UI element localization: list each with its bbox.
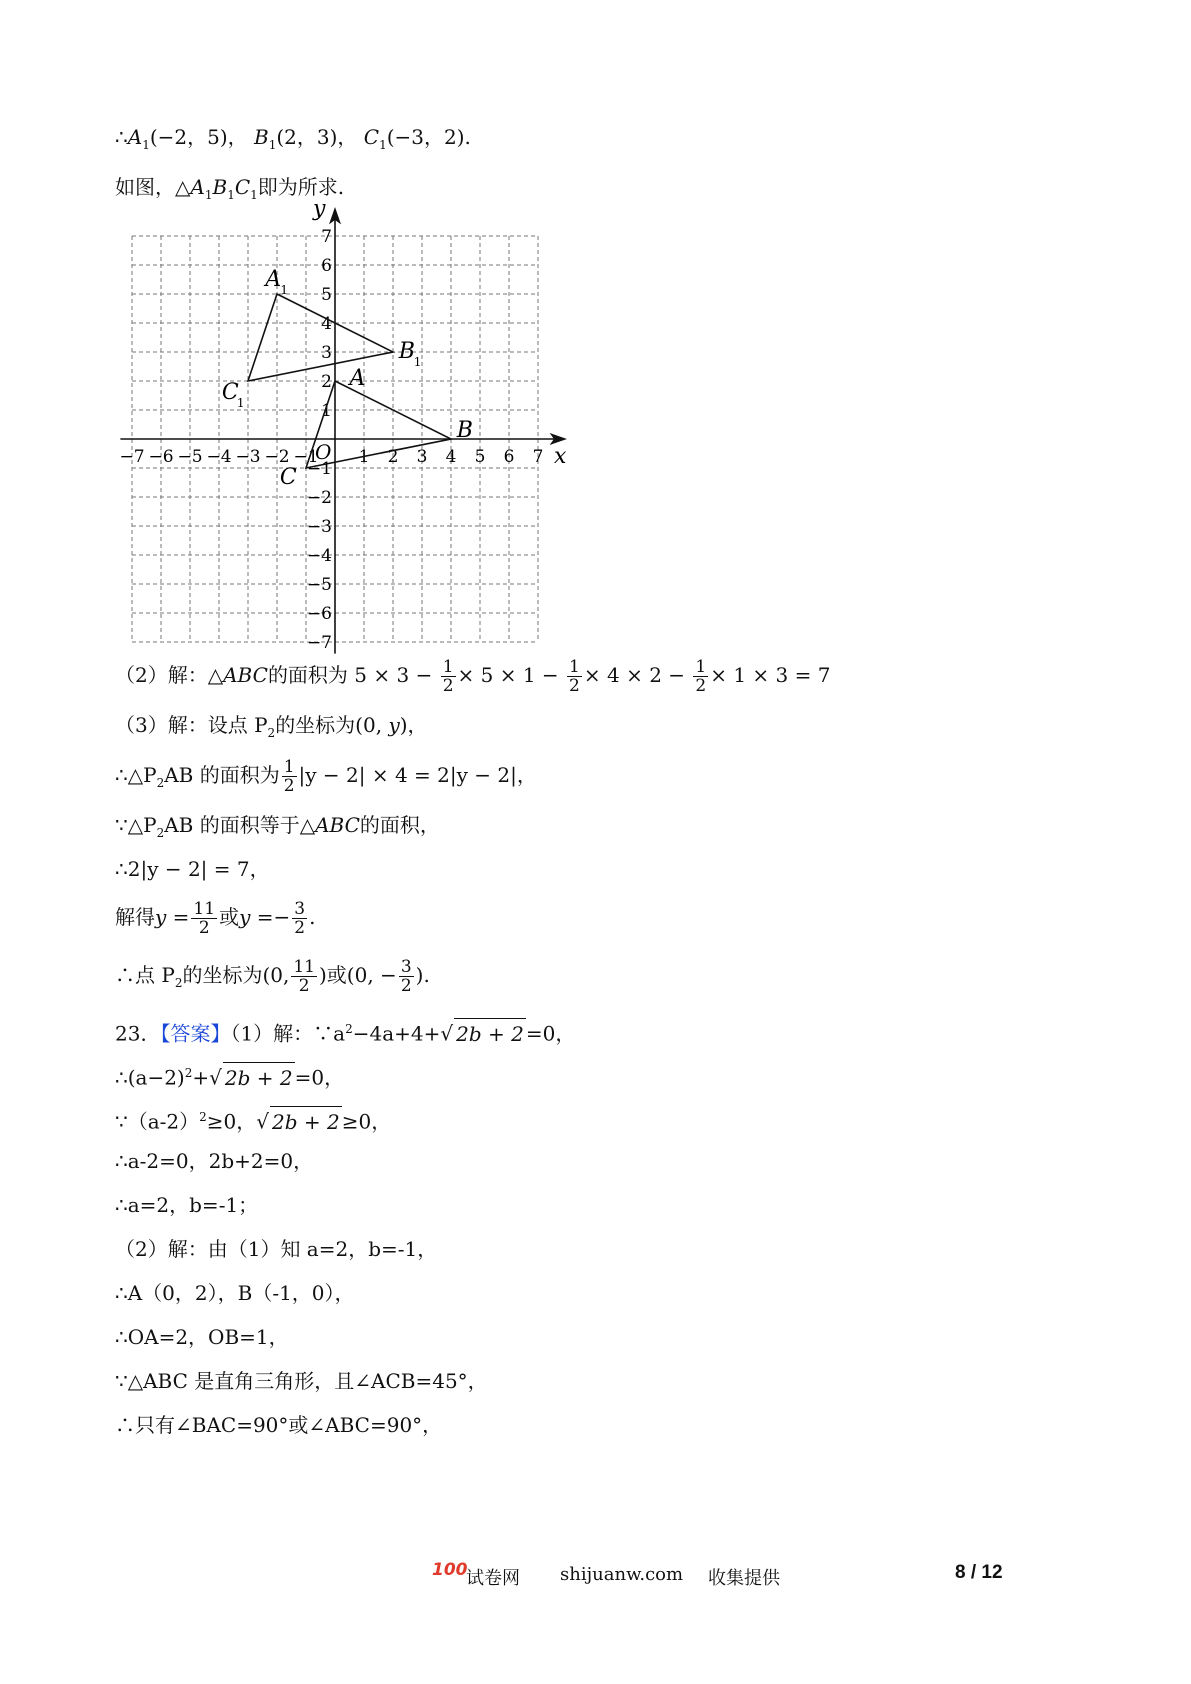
text: 的面积为 5 × 3 − <box>267 663 433 687</box>
label-a1-subscript: 1 <box>280 283 289 297</box>
y-tick-label: −5 <box>306 575 332 595</box>
fraction-three-halves <box>292 900 307 937</box>
text: 如图，△ <box>115 175 191 199</box>
line-p2-coords <box>115 958 430 998</box>
x-tick-label: 1 <box>358 447 370 467</box>
expression: y = <box>155 905 190 929</box>
text: )， <box>399 713 428 737</box>
origin-label: O <box>315 440 332 464</box>
superscript: 2 <box>345 1022 353 1036</box>
text: AB 的面积为 <box>164 763 280 787</box>
text: ∴2|y − 2| = 7， <box>115 857 270 881</box>
x-tick-label: 6 <box>503 447 515 467</box>
point-b1: B <box>212 175 228 199</box>
text: ∴a=2，b=-1； <box>115 1193 259 1217</box>
line-area-equal <box>115 810 440 848</box>
line-16 <box>115 1278 355 1308</box>
text: ∵△P <box>115 813 157 837</box>
fraction-half <box>441 658 456 695</box>
site-url[interactable]: shijuanw.com <box>560 1564 684 1585</box>
text: （2）解：△ <box>115 663 224 687</box>
text: ∴OA=2，OB=1， <box>115 1325 289 1349</box>
fraction-eleven-halves <box>291 958 317 995</box>
text: +√ <box>192 1065 222 1090</box>
text: ∴点 P <box>115 963 175 987</box>
y-tick-label: −2 <box>306 488 332 508</box>
x-tick-label: −1 <box>293 447 319 467</box>
fraction-half <box>693 658 708 695</box>
x-tick-label: −5 <box>177 447 203 467</box>
superscript: 2 <box>199 1110 207 1124</box>
point-c1: C <box>234 175 251 199</box>
line-set-p2 <box>115 710 428 748</box>
triangle-name: ABC <box>223 663 268 687</box>
x-tick-label: 5 <box>474 447 486 467</box>
label-a1: A <box>265 267 282 292</box>
denominator: 2 <box>198 918 210 938</box>
subscript: 2 <box>156 826 165 840</box>
x-tick-label: −2 <box>264 447 290 467</box>
text: =0， <box>294 1065 345 1090</box>
y-tick-label: 6 <box>321 256 332 276</box>
site-logo: 100 <box>432 1560 468 1580</box>
subscript: 2 <box>174 976 183 990</box>
label-c: C <box>279 465 297 490</box>
variable-y: y <box>388 713 400 737</box>
text: 或 <box>219 905 240 929</box>
subscript: 2 <box>267 726 276 740</box>
fraction-half <box>567 658 582 695</box>
coord-c1: (−3，2). <box>386 125 471 149</box>
label-c1: C <box>221 380 239 405</box>
subscript: 1 <box>142 138 150 152</box>
text: （1）解：∵a <box>230 1021 346 1046</box>
y-tick-label: 3 <box>321 343 332 363</box>
text: )或(0, − <box>319 963 397 987</box>
y-tick-label: 7 <box>321 227 332 247</box>
subscript: 1 <box>268 138 277 152</box>
line-area-abc <box>115 658 830 695</box>
denominator: 2 <box>294 918 306 938</box>
subscript: 2 <box>156 776 165 790</box>
text: （2）解：由（1）知 a=2，b=-1， <box>115 1237 438 1261</box>
y-tick-label: 1 <box>321 401 332 421</box>
fraction-eleven-halves <box>191 900 217 937</box>
line-coordinates-result <box>115 122 471 160</box>
triangle-name: ABC <box>315 813 360 837</box>
text: × 1 × 3 = 7 <box>710 663 831 687</box>
line-q23-answer <box>115 1014 575 1049</box>
line-18 <box>115 1366 488 1396</box>
subscript: 1 <box>250 188 258 202</box>
x-tick-label: 3 <box>416 447 428 467</box>
label-b1: B <box>398 339 415 364</box>
x-tick-label: −7 <box>119 447 145 467</box>
text: ≥0， <box>341 1109 392 1134</box>
superscript: 2 <box>184 1066 193 1080</box>
line-14 <box>115 1190 258 1220</box>
label-a: A <box>349 366 366 391</box>
text: ∵△ABC 是直角三角形，且∠ACB=45°， <box>115 1369 488 1393</box>
therefore-symbol: ∴ <box>115 125 128 149</box>
triangle-a1b1c1 <box>248 294 393 381</box>
x-tick-label: 4 <box>445 447 457 467</box>
y-tick-label: −1 <box>306 459 332 479</box>
question-number: 23． <box>115 1021 161 1046</box>
y-tick-label: −4 <box>306 546 332 566</box>
numerator: 1 <box>283 757 295 777</box>
text: 的坐标为(0, <box>182 963 290 987</box>
line-17 <box>115 1322 289 1352</box>
text: ∴A（0，2），B（-1，0）， <box>115 1281 355 1305</box>
text: ∴a-2=0，2b+2=0， <box>115 1149 314 1173</box>
x-tick-label: 7 <box>532 447 544 467</box>
y-tick-label: 2 <box>321 372 332 392</box>
text: × 5 × 1 − <box>457 663 559 687</box>
y-tick-label: 5 <box>321 285 332 305</box>
text: =0， <box>525 1021 576 1046</box>
answer-tag: 【答案】 <box>160 1021 231 1046</box>
denominator: 2 <box>283 776 295 796</box>
point-b1: B <box>254 125 269 149</box>
subscript: 1 <box>227 188 235 202</box>
denominator: 2 <box>442 676 454 696</box>
numerator: 1 <box>695 657 707 677</box>
subscript: 1 <box>379 138 387 152</box>
radicand: 2b + 2 <box>454 1018 526 1049</box>
text: ≥0，√ <box>206 1109 270 1134</box>
y-tick-label: −6 <box>306 604 332 624</box>
line-13 <box>115 1146 313 1176</box>
numerator: 11 <box>193 899 216 919</box>
y-tick-label: −7 <box>306 633 332 653</box>
numerator: 3 <box>294 899 306 919</box>
numerator: 3 <box>400 957 412 977</box>
line-19 <box>115 1410 442 1440</box>
x-axis-label: x <box>553 444 567 469</box>
point-c1: C <box>363 125 380 149</box>
coord-a1: (−2，5)， <box>149 125 248 149</box>
denominator: 2 <box>400 976 412 996</box>
radicand: 2b + 2 <box>223 1062 295 1093</box>
text: ∴只有∠BAC=90°或∠ABC=90°， <box>115 1413 443 1437</box>
text: 的面积， <box>359 813 440 837</box>
line-nonnegative <box>115 1102 391 1137</box>
subscript: 1 <box>204 188 213 202</box>
fraction-half <box>282 758 297 795</box>
line-square-form <box>115 1058 344 1093</box>
denominator: 2 <box>695 676 707 696</box>
page-number: 8 / 12 <box>955 1562 1003 1583</box>
denominator: 2 <box>569 676 580 696</box>
text: ). <box>415 963 430 987</box>
x-tick-label: −6 <box>148 447 174 467</box>
line-area-p2ab <box>115 758 537 798</box>
y-axis-label: y <box>313 196 326 222</box>
label-b1-subscript: 1 <box>413 355 422 369</box>
text: 即为所求. <box>257 175 345 199</box>
text: . <box>309 905 316 929</box>
text: × 4 × 2 − <box>583 663 686 687</box>
line-solve-y <box>115 900 315 937</box>
x-tick-label: −3 <box>235 447 261 467</box>
coord-b1: (2，3)， <box>276 125 358 149</box>
point-a1: A <box>127 125 143 149</box>
text: （3）解：设点 P <box>115 713 268 737</box>
line-equation <box>115 854 270 884</box>
numerator: 11 <box>293 957 315 977</box>
numerator: 1 <box>442 657 454 677</box>
text: 解得 <box>115 905 155 929</box>
provider-text: 收集提供 <box>708 1568 780 1589</box>
text: 的坐标为(0, <box>275 713 383 737</box>
label-c1-subscript: 1 <box>236 396 245 410</box>
x-tick-label: 2 <box>387 447 399 467</box>
site-name: 试卷网 <box>466 1568 520 1589</box>
y-tick-label: 4 <box>321 314 332 334</box>
text: ∵（a-2） <box>115 1109 200 1134</box>
fraction-three-halves <box>399 958 414 995</box>
coordinate-grid-figure <box>110 196 580 658</box>
text: ∴△P <box>115 763 157 787</box>
line-figure-statement <box>115 172 344 210</box>
expression: |y − 2| × 4 = 2|y − 2|， <box>298 763 537 787</box>
x-tick-label: −4 <box>206 447 232 467</box>
text: −4a+4+√ <box>352 1021 454 1046</box>
y-tick-label: −3 <box>306 517 332 537</box>
label-b: B <box>456 418 473 443</box>
line-15 <box>115 1234 437 1264</box>
text: AB 的面积等于△ <box>164 813 316 837</box>
numerator: 1 <box>569 657 580 677</box>
radicand: 2b + 2 <box>270 1106 342 1137</box>
text: ∴(a−2) <box>115 1065 185 1090</box>
point-a1: A <box>190 175 205 199</box>
denominator: 2 <box>298 976 310 996</box>
expression: y =− <box>239 905 291 929</box>
